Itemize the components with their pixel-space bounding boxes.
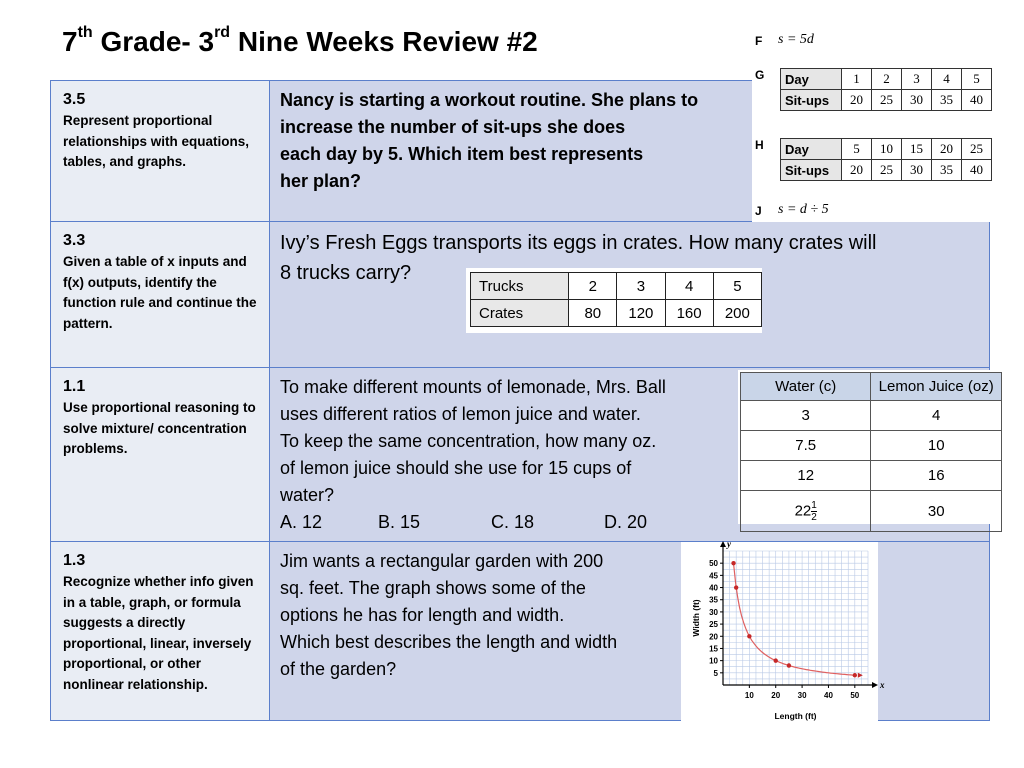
option-letter: G	[755, 68, 765, 82]
table-cell: 10	[871, 431, 1002, 461]
data-point	[747, 634, 751, 638]
page-title: 7th Grade- 3rd Nine Weeks Review #2	[62, 24, 538, 57]
option-equation: s = d ÷ 5	[778, 202, 829, 217]
table-cell: 30	[902, 90, 932, 111]
table-cell: 5	[842, 139, 872, 160]
x-tick-label: 20	[771, 691, 781, 700]
table-cell: 20	[842, 160, 872, 181]
series-curve	[734, 563, 855, 675]
x-tick-label: 40	[824, 691, 833, 700]
table-cell: 4	[665, 273, 713, 300]
table-cell: 40	[962, 160, 992, 181]
garden-graph	[681, 539, 885, 722]
standard-description: Recognize whether info given in a table, graph, or formula suggests a directly proportional, linear, inversely proportional, or other nonlinear relationship.	[63, 574, 254, 692]
y-axis-letter: y	[727, 539, 731, 549]
y-tick-label: 10	[709, 656, 718, 666]
standard-cell	[51, 81, 270, 222]
table-header: Sit-ups	[781, 160, 842, 181]
fraction	[811, 500, 817, 523]
standard-cell	[51, 368, 270, 542]
x-axis-letter: x	[880, 680, 885, 690]
table-cell: 30	[902, 160, 932, 181]
table-cell: 5	[713, 273, 761, 300]
table-header: Sit-ups	[781, 90, 842, 111]
table-cell: 35	[932, 160, 962, 181]
y-tick-label: 15	[709, 644, 718, 654]
table-cell: 12	[741, 461, 871, 491]
table-cell: 2	[872, 69, 902, 90]
table-cell	[741, 491, 871, 532]
lemonade-table-panel	[738, 370, 1002, 524]
choice-b: B. 15	[378, 512, 421, 532]
y-tick-label: 40	[709, 583, 718, 593]
table-cell: 15	[902, 139, 932, 160]
standard-description: Given a table of x inputs and f(x) outputs, identify the function rule and continue the pattern.	[63, 254, 257, 331]
y-axis-arrow	[720, 541, 726, 547]
table-cell: 200	[713, 300, 761, 327]
y-tick-label: 50	[709, 559, 718, 569]
y-tick-label: 5	[713, 668, 718, 678]
y-tick-label: 25	[709, 620, 718, 630]
y-tick-label: 35	[709, 595, 718, 605]
table-cell: 2	[569, 273, 617, 300]
data-point	[734, 585, 738, 589]
table-cell: 3	[741, 401, 871, 431]
standard-code: 1.3	[63, 552, 86, 569]
question-text: Nancy is starting a workout routine. She plans to increase the number of sit-ups she does each day by 5. Which item best represents her plan?	[280, 90, 699, 191]
table-cell: 16	[871, 461, 1002, 491]
standard-description: Represent proportional relationships with equations, tables, and graphs.	[63, 113, 250, 169]
standard-code: 1.1	[63, 378, 86, 395]
answer-options-panel	[752, 24, 992, 222]
table-header: Lemon Juice (oz)	[871, 373, 1002, 401]
standard-cell	[51, 542, 270, 721]
garden-chart-svg	[681, 539, 885, 722]
x-tick-label: 30	[797, 691, 807, 700]
data-point	[774, 658, 778, 662]
standard-description: Use proportional reasoning to solve mixture/ concentration problems.	[63, 400, 256, 456]
table-cell: 25	[962, 139, 992, 160]
lemonade-table	[740, 372, 1002, 532]
y-tick-label: 45	[709, 571, 718, 581]
option-equation: s = 5d	[778, 32, 814, 47]
x-tick-label: 50	[850, 691, 860, 700]
x-axis-label: Length (ft)	[774, 711, 817, 721]
table-header: Water (c)	[741, 373, 871, 401]
choice-d: D. 20	[604, 512, 648, 532]
table-cell: 4	[932, 69, 962, 90]
option-h-table	[780, 138, 992, 181]
table-cell: 25	[872, 160, 902, 181]
y-axis-label: Width (ft)	[691, 599, 701, 637]
table-header: Trucks	[471, 273, 569, 300]
table-header: Crates	[471, 300, 569, 327]
choice-c: C. 18	[491, 512, 535, 532]
y-tick-label: 30	[709, 607, 718, 617]
trucks-table	[470, 272, 762, 327]
table-cell: 40	[962, 90, 992, 111]
table-cell: 20	[932, 139, 962, 160]
curve-arrow	[858, 673, 863, 678]
question-text: Ivy’s Fresh Eggs transports its eggs in crates. How many crates will 8 trucks carry?	[280, 232, 877, 284]
table-cell: 4	[871, 401, 1002, 431]
data-point	[853, 673, 857, 677]
trucks-table-panel	[466, 268, 762, 333]
table-header: Day	[781, 69, 842, 90]
fraction-denominator: 2	[811, 511, 817, 523]
table-cell: 25	[872, 90, 902, 111]
option-letter: H	[755, 138, 764, 152]
question-text: Jim wants a rectangular garden with 200 sq. feet. The graph shows some of the options he has for length and width. Which best describes the length and width of the garden?	[280, 551, 618, 679]
table-cell: 7.5	[741, 431, 871, 461]
table-cell: 5	[962, 69, 992, 90]
table-cell: 10	[872, 139, 902, 160]
data-point	[787, 663, 791, 667]
table-cell: 20	[842, 90, 872, 111]
standard-code: 3.3	[63, 232, 86, 249]
option-g-table	[780, 68, 992, 111]
table-cell: 3	[902, 69, 932, 90]
option-letter: F	[755, 34, 763, 48]
choice-a: A. 12	[280, 512, 323, 532]
question-cell	[270, 542, 990, 721]
fraction-numerator: 1	[811, 499, 817, 511]
standard-code: 3.5	[63, 91, 86, 108]
y-tick-label: 20	[709, 632, 718, 642]
standard-cell	[51, 222, 270, 368]
table-cell: 80	[569, 300, 617, 327]
table-cell: 35	[932, 90, 962, 111]
table-header: Day	[781, 139, 842, 160]
table-cell: 3	[617, 273, 665, 300]
mixed-number-whole: 22	[794, 501, 812, 519]
table-cell: 160	[665, 300, 713, 327]
table-cell: 120	[617, 300, 665, 327]
data-point	[731, 561, 735, 565]
table-cell: 1	[842, 69, 872, 90]
table-cell: 30	[871, 491, 1002, 532]
x-axis-arrow	[872, 682, 878, 688]
x-tick-label: 10	[744, 691, 754, 700]
option-letter: J	[755, 204, 762, 218]
question-text: To make different mounts of lemonade, Mrs. Ball uses different ratios of lemon juice and water. To keep the same concentration, how many oz. of lemon juice should she use for 15 cups of water?	[280, 377, 666, 505]
